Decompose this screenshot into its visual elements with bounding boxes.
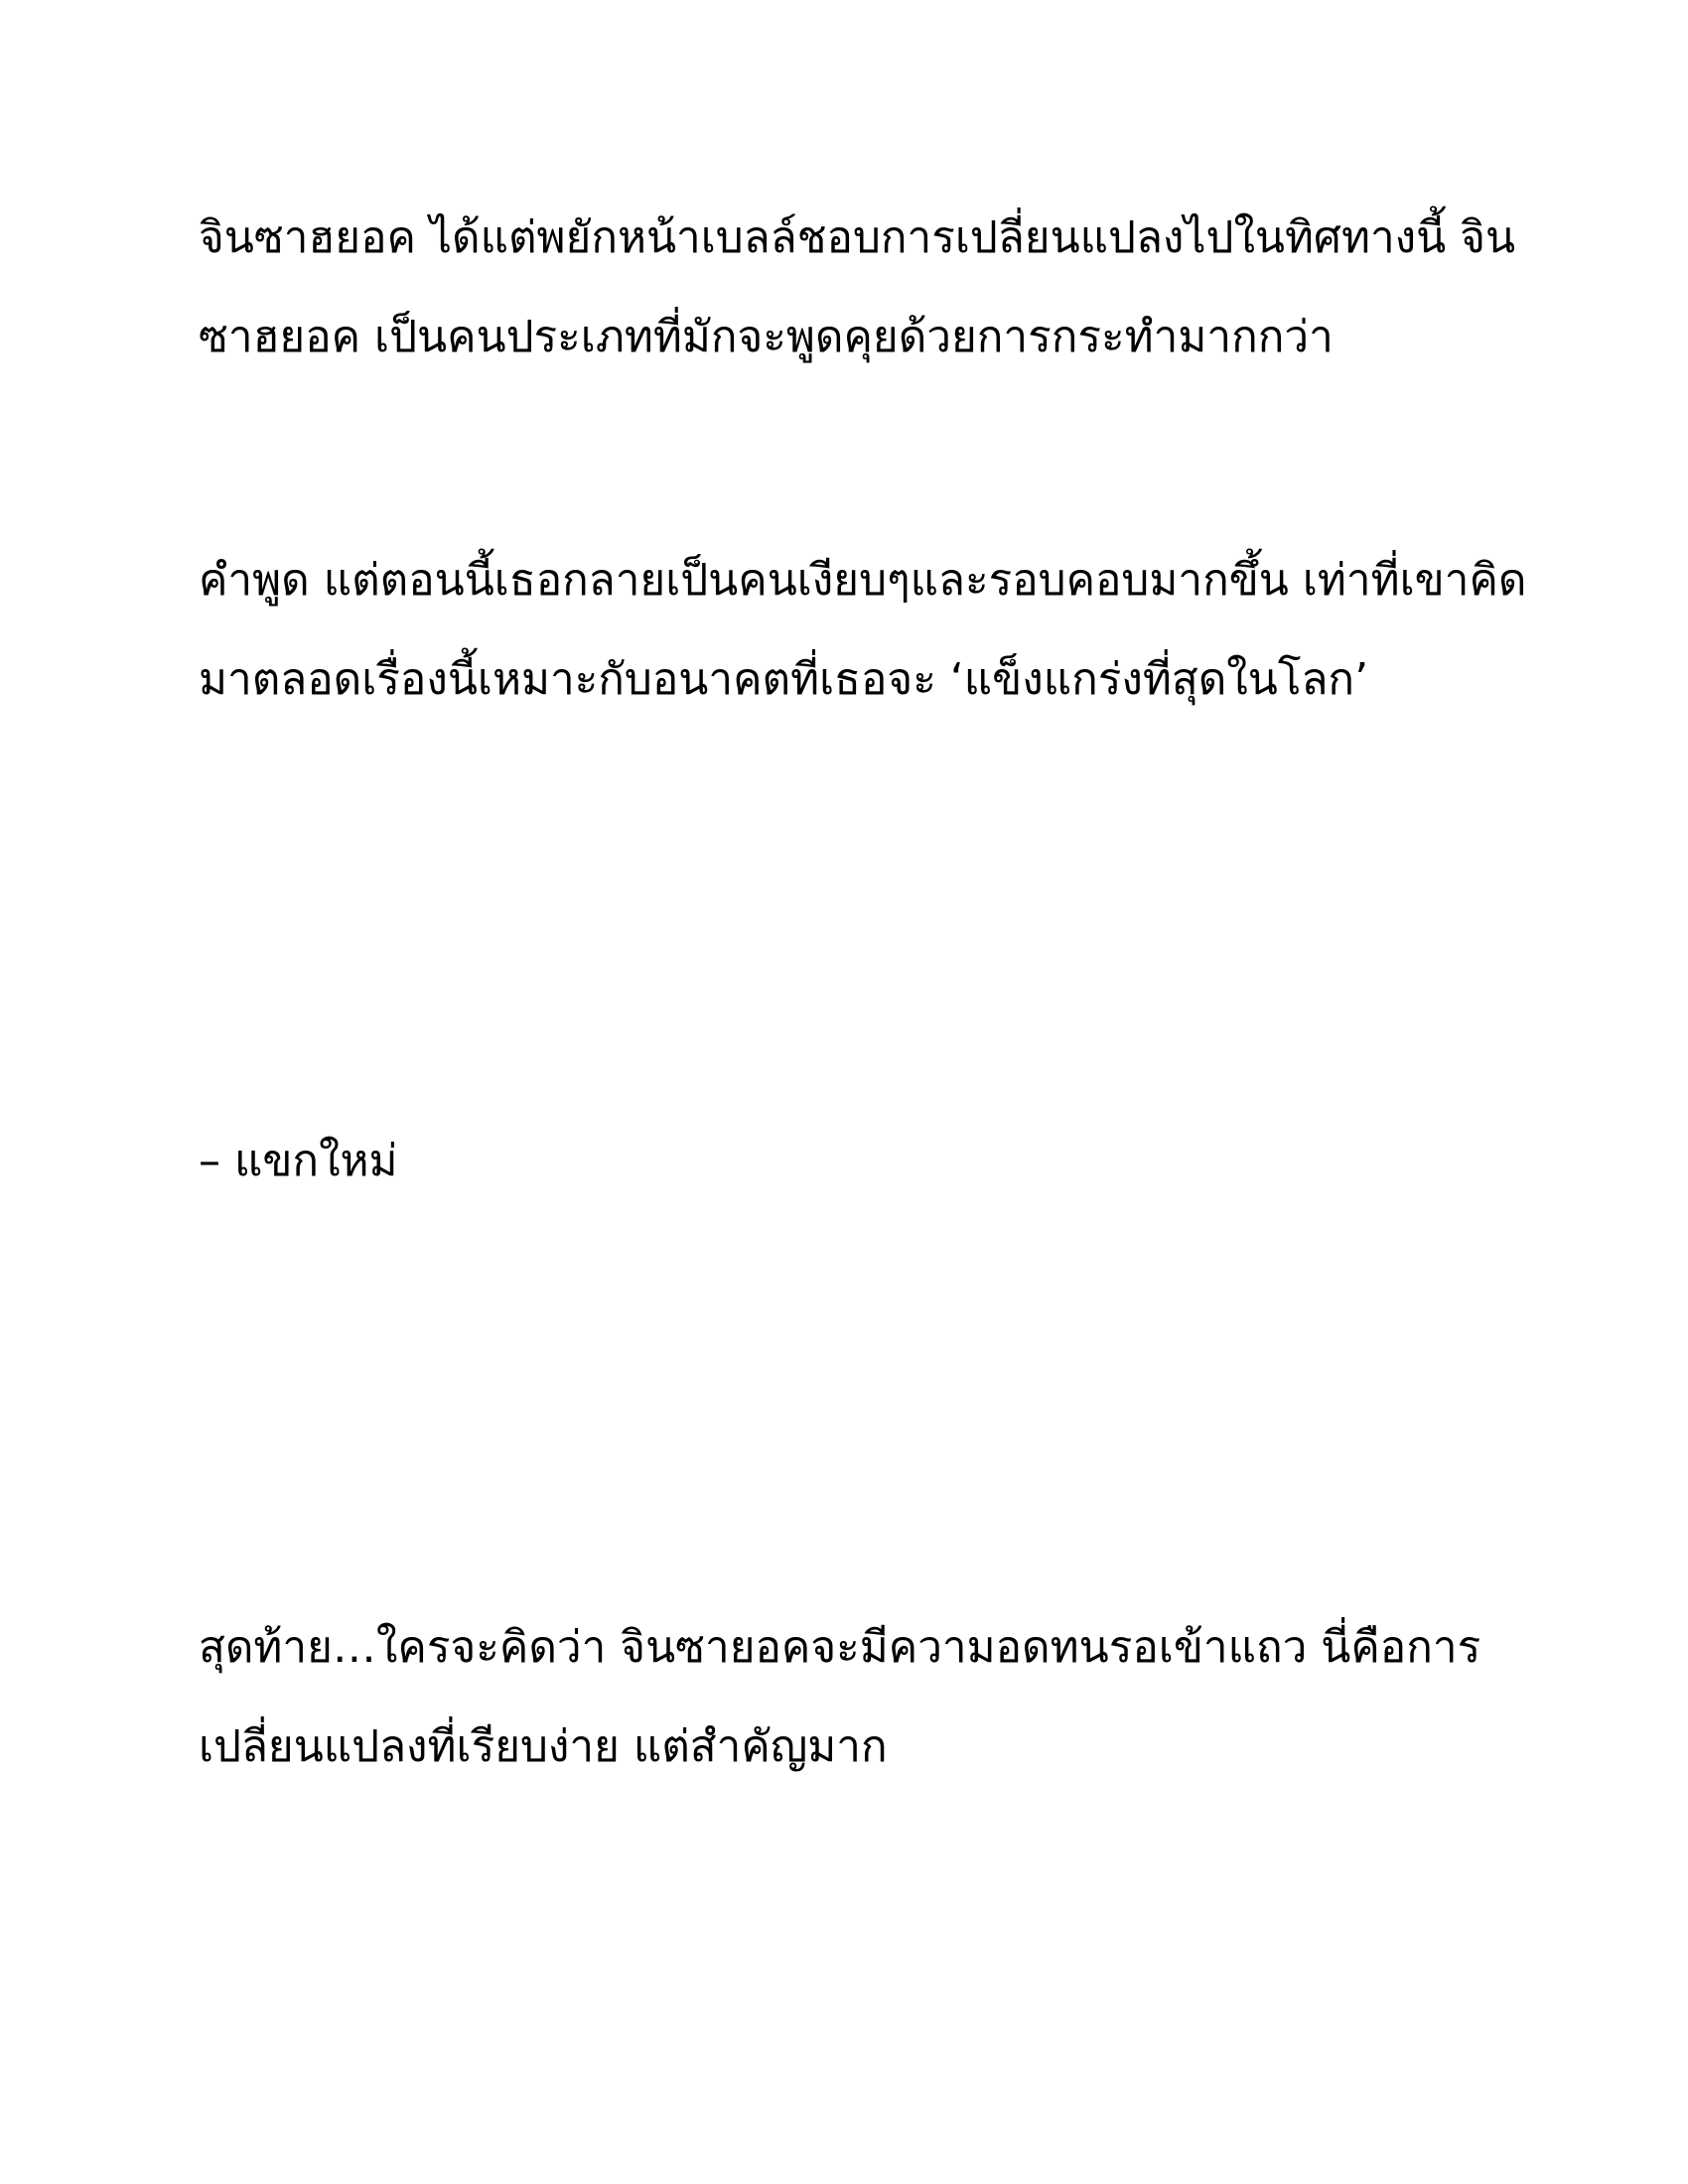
text-line: ซาฮยอค เป็นคนประเภทที่มักจะพูดคุยด้วยการกระทำมากกว่า — [199, 312, 1334, 362]
text-line: มาตลอดเรื่องนี้เหมาะกับอนาคตที่เธอจะ ‘แข็งแกร่งที่สุดในโลก’ — [199, 654, 1369, 705]
text-line: สุดท้าย…ใครจะคิดว่า จินซายอคจะมีความอดทนรอเข้าแถว นี่คือการ — [199, 1622, 1481, 1673]
text-line: เปลี่ยนแปลงที่เรียบง่าย แต่สำคัญมาก — [199, 1721, 888, 1772]
heading-line: – แขกใหม่ — [199, 1136, 398, 1186]
text-line: จินซาฮยอค ได้แต่พยักหน้าเบลล์ชอบการเปลี่ยนแปลงไปในทิศทางนี้ จิน — [199, 212, 1516, 263]
text-line: คำพูด แต่ตอนนี้เธอกลายเป็นคนเงียบๆและรอบคอบมากขึ้น เท่าที่เขาคิด — [199, 555, 1527, 606]
